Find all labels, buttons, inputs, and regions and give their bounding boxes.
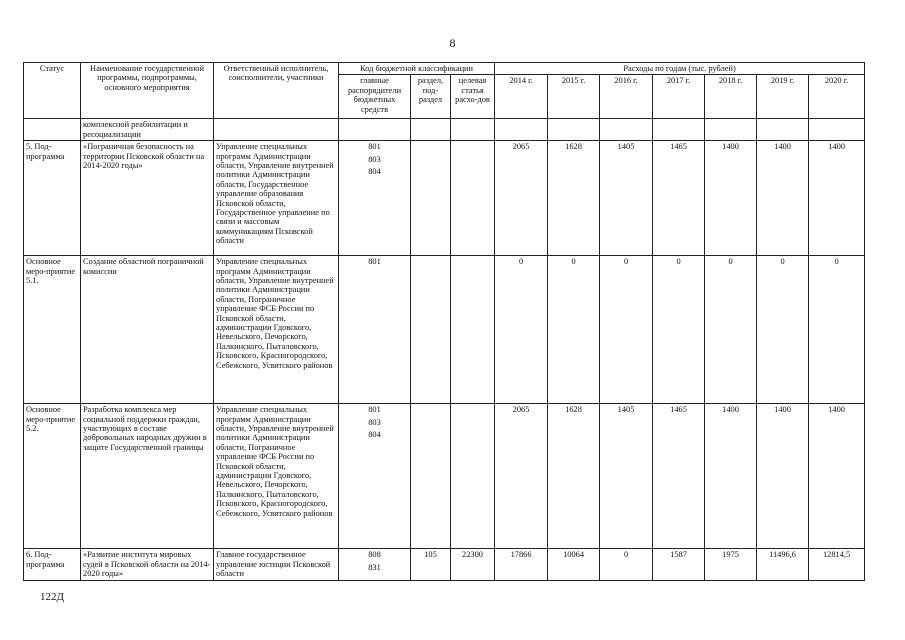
cell-2018: 1400 <box>705 141 757 256</box>
cell-2020: 12814,5 <box>809 549 865 581</box>
cell-2019 <box>757 119 809 141</box>
budget-code: 803 <box>368 417 381 427</box>
budget-code: 801 <box>368 257 381 267</box>
cell-2019: 0 <box>757 256 809 404</box>
cell-codes <box>339 141 411 256</box>
header-year-2014: 2014 г. <box>495 75 548 119</box>
cell-article <box>451 119 495 141</box>
cell-codes <box>339 119 411 141</box>
cell-article <box>451 256 495 404</box>
cell-section: 105 <box>411 549 451 581</box>
cell-2018: 1975 <box>705 549 757 581</box>
budget-code: 808 <box>368 550 381 560</box>
header-grbs: главные распорядители бюджетных средств <box>339 75 411 119</box>
table-row <box>24 404 865 549</box>
cell-2015: 1628 <box>548 404 600 549</box>
cell-name: «Развитие института мировых судей в Псковской области на 2014-2020 годы» <box>81 549 214 581</box>
cell-2017: 1587 <box>653 549 705 581</box>
cell-2017 <box>653 119 705 141</box>
cell-2016: 0 <box>600 256 653 404</box>
cell-status <box>24 119 81 141</box>
cell-2019: 11496,6 <box>757 549 809 581</box>
cell-article <box>451 141 495 256</box>
budget-table <box>23 62 865 581</box>
cell-executor <box>214 119 339 141</box>
cell-executor: Главное государственное управление юстиции Псковской области <box>214 549 339 581</box>
cell-status: 6. Под-программа <box>24 549 81 581</box>
header-section: раздел, под-раздел <box>411 75 451 119</box>
header-year-2019: 2019 г. <box>757 75 809 119</box>
header-year-2015: 2015 г. <box>548 75 600 119</box>
header-year-2017: 2017 г. <box>653 75 705 119</box>
cell-2017: 1465 <box>653 141 705 256</box>
cell-2016: 1405 <box>600 141 653 256</box>
header-name: Наименование государственной программы, подпрограммы, основного мероприятия <box>81 63 214 119</box>
cell-2020: 1400 <box>809 404 865 549</box>
budget-code: 801 <box>368 405 381 415</box>
cell-executor: Управление специальных программ Администрации области, Управление внутренней политики Администрации области, Государственное управление образования Псковской области, Государственное управление по связи и массовым коммуникациям Псковской области <box>214 141 339 256</box>
page-number: 8 <box>449 36 456 50</box>
budget-code: 804 <box>368 430 381 440</box>
cell-2015 <box>548 119 600 141</box>
table-row <box>24 119 865 141</box>
cell-name: Создание областной пограничной комиссии <box>81 256 214 404</box>
cell-2020 <box>809 119 865 141</box>
cell-name: комплексной реабилитации и ресоциализации <box>81 119 214 141</box>
cell-status: Основное меро-приятие 5.2. <box>24 404 81 549</box>
header-expenses: Расходы по годам (тыс. рублей) <box>495 63 865 75</box>
cell-status: 5. Под-программа <box>24 141 81 256</box>
header-article: целевая статья расхо-дов <box>451 75 495 119</box>
budget-code: 801 <box>368 142 381 152</box>
cell-2016 <box>600 119 653 141</box>
cell-name: «Пограничная безопасность на территории Псковской области на 2014-2020 годы» <box>81 141 214 256</box>
cell-2020: 0 <box>809 256 865 404</box>
header-status: Статус <box>24 63 81 119</box>
cell-name: Разработка комплекса мер социальной поддержки граждан, участвующих в составе добровольных народных дружин в защите Государственной границы <box>81 404 214 549</box>
cell-2016: 0 <box>600 549 653 581</box>
cell-2014: 2065 <box>495 141 548 256</box>
cell-article <box>451 404 495 549</box>
document-code: 122Д <box>40 591 65 603</box>
header-executor: Ответственный исполнитель, соисполнители, участники <box>214 63 339 119</box>
cell-2014: 17866 <box>495 549 548 581</box>
cell-status: Основное меро-приятие 5.1. <box>24 256 81 404</box>
cell-2015: 1628 <box>548 141 600 256</box>
cell-section <box>411 404 451 549</box>
cell-2015: 10064 <box>548 549 600 581</box>
cell-2014 <box>495 119 548 141</box>
cell-2014: 2065 <box>495 404 548 549</box>
cell-2018: 1400 <box>705 404 757 549</box>
cell-codes <box>339 404 411 549</box>
cell-section <box>411 119 451 141</box>
cell-codes <box>339 549 411 581</box>
cell-section <box>411 256 451 404</box>
cell-2019: 1400 <box>757 404 809 549</box>
header-year-2018: 2018 г. <box>705 75 757 119</box>
cell-article: 22300 <box>451 549 495 581</box>
header-budget-code: Код бюджетной классификации <box>339 63 495 75</box>
cell-section <box>411 141 451 256</box>
cell-2014: 0 <box>495 256 548 404</box>
budget-code: 803 <box>368 154 381 164</box>
header-year-2016: 2016 г. <box>600 75 653 119</box>
cell-2015: 0 <box>548 256 600 404</box>
cell-2017: 0 <box>653 256 705 404</box>
cell-executor: Управление специальных программ Администрации области, Управление внутренней политики Администрации области, Пограничное управление ФСБ России по Псковской области, администрации Гдовского, Невельского, Печорского, Палкинского, Пыталовского, Псковского, Красногородского, Себежского, Усвятского районов <box>214 404 339 549</box>
table-row <box>24 549 865 581</box>
cell-2020: 1400 <box>809 141 865 256</box>
cell-codes <box>339 256 411 404</box>
cell-2017: 1465 <box>653 404 705 549</box>
cell-executor: Управление специальных программ Администрации области, Управление внутренней политики Администрации области, Пограничное управление ФСБ России по Псковской области, администрации Гдовского, Невельского, Печорского, Палкинского, Пыталовского, Псковского, Красногородского, Себежского, Усвятского районов <box>214 256 339 404</box>
cell-2018: 0 <box>705 256 757 404</box>
table-row <box>24 141 865 256</box>
cell-2018 <box>705 119 757 141</box>
cell-2016: 1405 <box>600 404 653 549</box>
budget-code: 831 <box>368 562 381 572</box>
header-year-2020: 2020 г. <box>809 75 865 119</box>
budget-code: 804 <box>368 167 381 177</box>
cell-2019: 1400 <box>757 141 809 256</box>
table-row <box>24 256 865 404</box>
